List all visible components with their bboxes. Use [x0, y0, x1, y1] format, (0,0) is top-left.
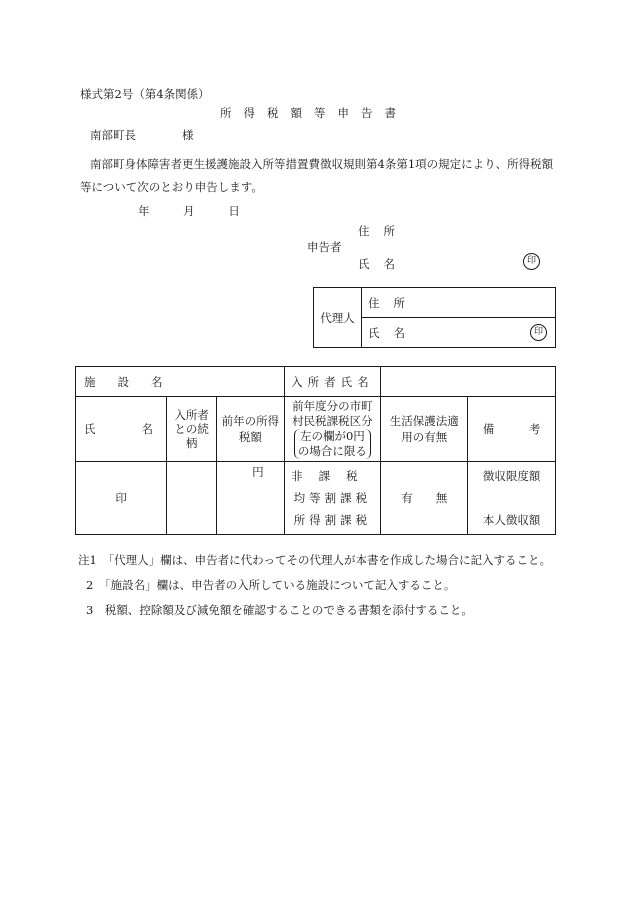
date-month: 月: [183, 204, 195, 218]
agent-name-label: 氏名: [368, 325, 419, 340]
agent-address-label: 住所: [368, 295, 419, 310]
remarks-cell[interactable]: [468, 462, 556, 535]
applicant-name-label: 氏名: [358, 257, 409, 271]
note-1: 注1 「代理人」欄は、申告者に代わってその代理人が本書を作成した場合に記入すること。: [78, 553, 551, 567]
addressee: [90, 127, 194, 143]
agent-seal-icon: 印: [530, 324, 547, 341]
header-municipal-tax: [284, 397, 381, 462]
addressee-honorific: 様: [182, 128, 194, 142]
body-text: 南部町身体障害者更生援護施設入所等措置費徴収規則第4条第1項の規定により、所得税額等について次のとおり申告します。: [80, 157, 554, 194]
resident-name-label-cell: [284, 367, 381, 397]
header-municipal-tax-note: [294, 429, 371, 459]
header-relationship: 入所者との続柄: [167, 397, 217, 462]
relationship-input-cell[interactable]: [167, 462, 217, 535]
agent-name-cell[interactable]: [362, 318, 556, 348]
resident-name-label: 入所者氏名: [291, 374, 374, 389]
addressee-name: 南部町長: [90, 128, 136, 142]
remarks-self-collection: 本人徴収額: [482, 513, 541, 527]
tax-class-per-capita[interactable]: 均等割課税: [293, 491, 372, 505]
document-title: 所得税額等申告書: [220, 106, 408, 120]
name-input-cell[interactable]: [76, 462, 167, 535]
agent-table: [313, 287, 556, 348]
facility-name-label: 施設名: [84, 374, 185, 389]
header-welfare: 生活保護法適用の有無: [381, 397, 468, 462]
name-seal-mark: 印: [115, 491, 127, 505]
income-tax-table: [75, 366, 556, 535]
welfare-value: 有 無: [401, 491, 448, 505]
header-prev-tax: 前年の所得税額: [217, 397, 285, 462]
notes: [78, 548, 551, 623]
header-municipal-tax-line2: 村民税課税区分: [292, 414, 373, 428]
header-municipal-tax-line1: 前年度分の市町: [292, 399, 373, 413]
header-remarks: 備 考: [468, 397, 556, 462]
date-day: 日: [228, 204, 240, 218]
form-number: 様式第2号（第4条関係）: [80, 87, 210, 101]
note-3: 3 税額、控除額及び減免額を確認することのできる書類を添付すること。: [86, 603, 473, 617]
header-name: 氏 名: [76, 397, 167, 462]
header-municipal-tax-note1: 左の欄が0円: [299, 429, 365, 443]
agent-label: 代理人: [314, 288, 362, 348]
facility-name-label-cell: [76, 367, 285, 397]
prev-tax-input-cell[interactable]: [217, 462, 285, 535]
tax-class-cell[interactable]: [284, 462, 381, 535]
tax-class-income[interactable]: 所得割課税: [293, 513, 372, 527]
applicant-label: 申告者: [307, 240, 342, 254]
applicant-seal-icon: 印: [523, 253, 540, 270]
agent-address-cell[interactable]: [362, 288, 556, 318]
note-2: 2 「施設名」欄は、申告者の入所している施設について記入すること。: [86, 578, 456, 592]
tax-class-nontaxable[interactable]: 非課税: [291, 469, 374, 483]
header-municipal-tax-note2: の場合に限る: [297, 444, 367, 458]
welfare-input-cell[interactable]: [381, 462, 468, 535]
remarks-collection-limit: 徴収限度額: [482, 469, 541, 483]
yen-unit: 円: [252, 465, 264, 479]
date-line: [138, 203, 270, 219]
date-year: 年: [138, 204, 150, 218]
applicant-address-label: 住所: [358, 224, 409, 238]
resident-name-input[interactable]: [381, 367, 556, 397]
